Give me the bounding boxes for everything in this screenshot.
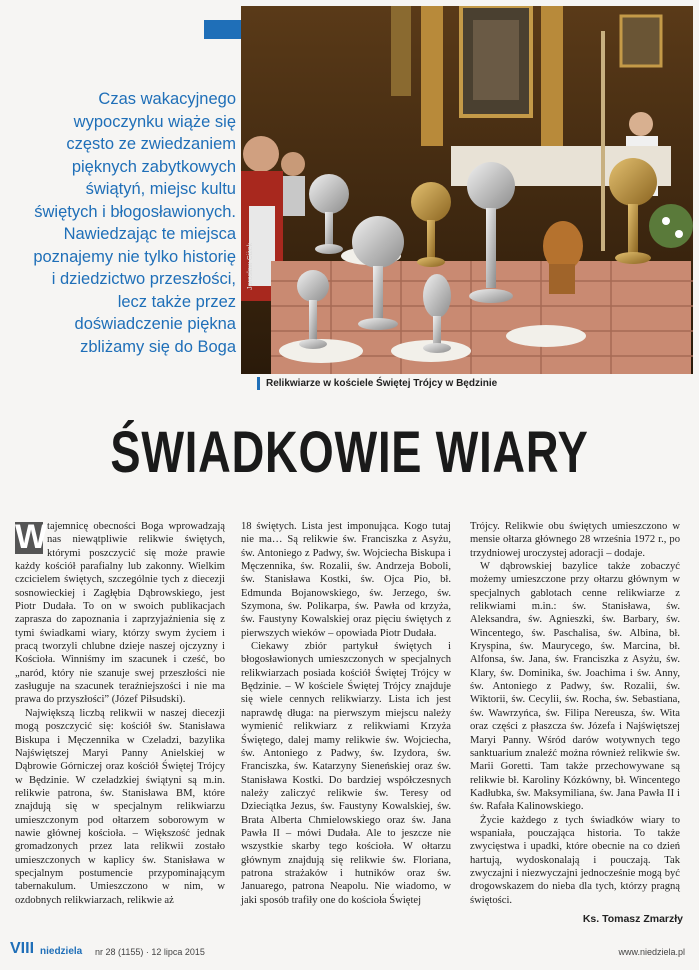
photo-caption: Relikwiarze w kościele Świętej Trójcy w Będzinie <box>257 377 497 390</box>
article-column-3 <box>470 520 680 907</box>
page-footer <box>10 940 690 960</box>
lead-paragraph: Czas wakacyjnego wypoczynku wiąże się często ze zwiedzaniem pięknych zabytkowych świątyń, miejsc kultu świętych i błogosławionych. Nawiedzając te miejsca poznajemy nie tylko historię i dziedzictwo przeszłości, lecz także przez doświadczenie piękna zbliżamy się do Boga <box>33 90 236 356</box>
photo-reliquaries <box>241 6 693 374</box>
page-number: VIII <box>10 940 35 957</box>
footer-brand: niedziela <box>40 946 83 957</box>
paragraph: tajemnicę obecności Boga wprowadzają nas niewątpliwie relikwie świętych, którymi poszczycić się może prawie każdy kościół parafialny lub zakonny. Wielkim czcicielem świętych, szczególnie tych z diecezji sosnowieckiej i Zagłębia Dąbrowskiego, jest Piotr Dudała. To on w swoich publikacjach zaprasza do zapoznania i zaprzyjaźnienia się z tymi świadkami wiary, którzy swym życiem i pracą tworzyli chlubne dzieje naszej ojczyzny i Kościoła. Winniśmy im szacunek i cześć, bo „naród, który nie szanuje swej przeszłości nie zasługuje na szacunek teraźniejszości i nie ma prawa do przyszłości” (Józef Piłsudski). <box>15 521 225 706</box>
paragraph: 18 świętych. Lista jest imponująca. Kogo tutaj nie ma… Są relikwie św. Franciszka z Asyżu, św. Antoniego z Padwy, św. Wojciecha Biskupa i Męczennika, św. Rozalii, św. Andrzeja Boboli, św. Stanisława Kostki, św. Ojca Pio, bł. Edmunda Bojanowskiego, św. Jerzego, św. Szymona, św. Polikarpa, św. Pawła od krzyża, św. Faustyny Kowalskiej oraz pięciu świętych z pierwszych wieków – opowiada Piotr Dudała. <box>241 521 451 639</box>
article-author: Ks. Tomasz Zmarzły <box>582 913 683 925</box>
paragraph: Ciekawy zbiór partykuł świętych i błogosławionych umieszczonych w specjalnych relikwiarzach posiada kościół Świętej Trójcy w Będzinie. – W kościele Świętej Trójcy znajduje się wiele cennych relikwiarzy. Lista ich jest naprawdę długa: na pierwszym miejscu należy wymienić relikwiarz z relikwiami Krzyża Świętego, dalej mamy relikwie św. Wojciecha, św. Antoniego z Padwy, św. Izydora, św. Franciszka, św. Katarzyny Sieneńskiej oraz św. Stanisława Kostki. Do bardziej współczesnych należy zaliczyć relikwie św. Teresy od Dzieciątka Jezus, św. Faustyny Kowalskiej, św. Brata Alberta Chmielowskiego oraz św. Jana Pawła II – mówi Dudała. Ale to jeszcze nie wszystkie skarby tego kościoła. W ołtarzu głównym znajdują się relikwie św. Floriana, patrona strażaków i hutników oraz św. Januarego, patrona Neapolu. Nie wiadomo, w jaki sposób trafiły one do kościoła Świętej <box>241 641 451 906</box>
paragraph: Największą liczbą relikwii w naszej diecezji mogą poszczycić się: kościół św. Stanisława Biskupa i Męczennika w Czeladzi, bazylika Najświętszej Maryi Panny Anielskiej w Dąbrowie Górniczej oraz kościół Świętej Trójcy w Będzinie. W czeladzkiej świątyni są m.in. relikwie patrona, św. Stanisława BM, które znajdują się w specjalnym relikwiarzu umieszczonym pod ołtarzem soborowym w nawie głównej kościoła. – Większość jednak gromadzonych przez lata relikwii zostało umieszczonych w kaplicy św. Stanisława w specjalnym postumencie przypominającym tabernakulum. Umieszczono w nim, w ozdobnych relikwiarzach, relikwie aż <box>15 707 225 906</box>
paragraph: Życie każdego z tych świadków wiary to wspaniała, pouczająca historia. To także zwycięstwa i upadki, które obecnie na co dzień hartują, wydoskonalają i pouczają. Tak zwyczajni i niezwyczajni jednocześnie mogą być drogowskazem do nieba dla tych, którzy pragną świętości. <box>470 814 680 906</box>
drop-cap: W <box>15 518 48 556</box>
paragraph: Trójcy. Relikwie obu świętych umieszczono w mensie ołtarza głównego 28 września 1972 r., po trzydniowej uroczystej adoracji – dodaje. <box>470 521 680 559</box>
article-column-2 <box>241 520 451 907</box>
footer-issue: nr 28 (1155) · 12 lipca 2015 <box>95 947 205 957</box>
photo-illustration <box>241 6 693 374</box>
article-column-1 <box>15 520 225 907</box>
footer-website[interactable]: www.niedziela.pl <box>618 947 685 957</box>
paragraph: W dąbrowskiej bazylice także zobaczyć możemy umieszczone przy ołtarzu głównym w specjalnych gablotach cenne relikwiarze z relikwiami m.in.: św. Stanisława, św. Aleksandra, św. Agnieszki, św. Barbary, św. Wincentego, św. Paschalisa, św. Albina, bł. Kryspina, św. Maurycego, św. Marcina, bł. Alfonsa, św. Jana, św. Franciszka z Asyżu, św. Klary, św. Dominika, św. Joachima i św. Anny, św. Antoniego z Padwy, św. Rozalii, św. Wiktorii, św. Cecylii, św. Rocha, św. Sebastiana, św. Wawrzyńca, św. Filipa Nereusza, św. Wita oraz części z płaszcza św. Józefa i Najświętszej Maryi Panny. Wśród darów wotywnych tego sanktuarium znaleźć można również relikwie św. Marii Goretti. Tam także przechowywane są relikwie bł. Karoliny Kózkówny, bł. Wincentego Kadłubka, św. Maksymiliana, św. Jana Pawła II i św. Rafała Kalinowskiego. <box>470 561 680 813</box>
photo-credit: Jarosław Ciżek <box>247 242 254 290</box>
article-headline: ŚWIADKOWIE WIARY <box>110 420 589 485</box>
